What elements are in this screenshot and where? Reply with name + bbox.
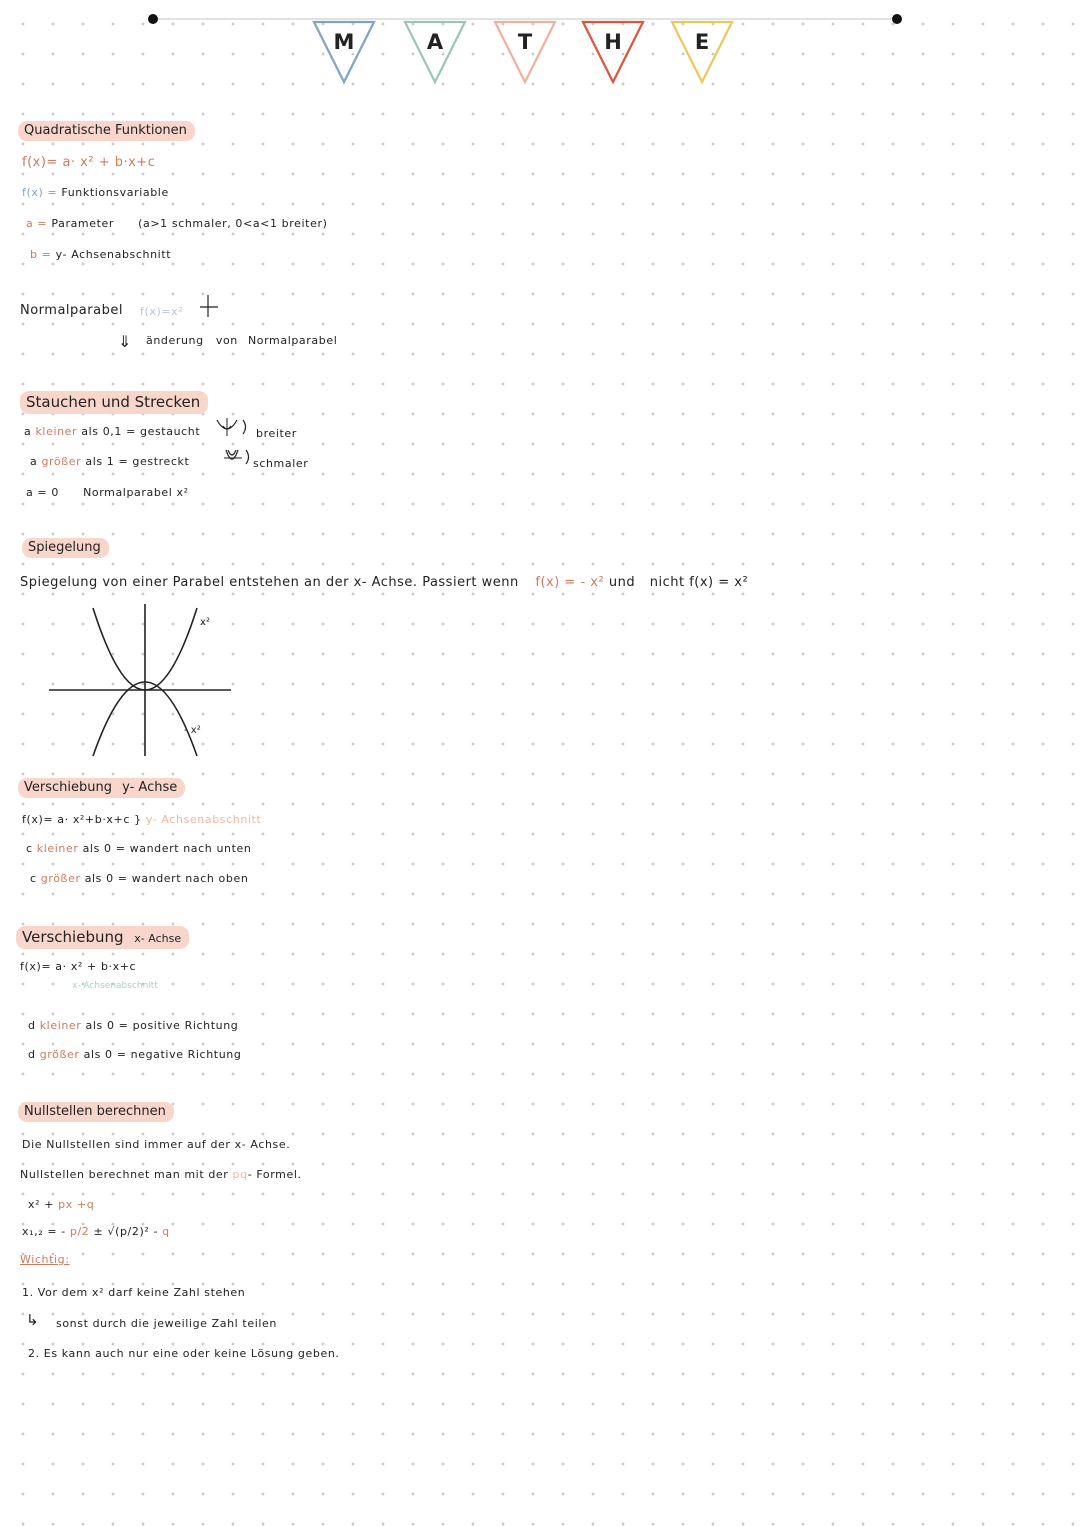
section-title-stretch: Stauchen und Strecken bbox=[20, 391, 208, 414]
zeros-line-2: Nullstellen berechnet man mit der pq- Formel. bbox=[20, 1168, 302, 1181]
important-note-1: 1. Vor dem x² darf keine Zahl stehen bbox=[22, 1286, 246, 1299]
banner-letter-e: E bbox=[694, 30, 710, 54]
stretch-rule-2: a größer als 1 = gestreckt bbox=[30, 455, 190, 468]
stretch-side-wider: breiter bbox=[256, 427, 297, 440]
shift-x-rule-2: d größer als 0 = negative Richtung bbox=[28, 1048, 242, 1061]
shift-x-rule-1: d kleiner als 0 = positive Richtung bbox=[28, 1019, 239, 1032]
pq-normal-form: x² + px +q bbox=[28, 1198, 95, 1211]
label-x-squared: x² bbox=[200, 617, 210, 628]
stretch-side-narrower: schmaler bbox=[253, 457, 309, 470]
def-fx: f(x) = Funktionsvariable bbox=[22, 186, 169, 199]
stretch-rule-3: a = 0 Normalparabel x² bbox=[26, 486, 189, 499]
general-formula: f(x)= a· x² + b·x+c bbox=[22, 155, 156, 170]
banner-letter-m: M bbox=[333, 30, 355, 54]
change-from-normal: änderung von Normalparabel bbox=[146, 334, 338, 347]
normal-parabola-formula: f(x)=x² bbox=[140, 305, 184, 318]
wide-parabola-icon bbox=[215, 416, 255, 438]
shift-x-formula: f(x)= a· x² + b·x+c bbox=[20, 960, 137, 973]
mini-axis-icon bbox=[196, 293, 220, 319]
shift-x-note: x- Achsenabschnitt bbox=[72, 981, 158, 991]
section-title-zeros: Nullstellen berechnen bbox=[18, 1102, 174, 1122]
important-label: Wichtig: bbox=[20, 1253, 70, 1266]
important-note-1b: sonst durch die jeweilige Zahl teilen bbox=[56, 1317, 277, 1330]
section-title-mirror: Spiegelung bbox=[22, 538, 109, 558]
banner-letter-a: A bbox=[426, 30, 444, 54]
down-arrow-icon: ⇓ bbox=[118, 332, 132, 351]
banner-letter-h: H bbox=[604, 30, 622, 54]
section-title-shift-y: Verschiebung y- Achse bbox=[18, 778, 185, 798]
normal-parabola-label: Normalparabel bbox=[20, 303, 123, 318]
def-b: b = y- Achsenabschnitt bbox=[30, 248, 172, 261]
mirror-text: Spiegelung von einer Parabel entstehen an der x- Achse. Passiert wenn f(x) = - x² und nicht f(x) = x² bbox=[20, 575, 749, 590]
banner-letter-t: T bbox=[517, 30, 533, 54]
pq-formula: x₁,₂ = - p/2 ± √(p/2)² - q bbox=[22, 1225, 170, 1238]
section-title-quadratic: Quadratische Funktionen bbox=[18, 121, 195, 141]
stretch-rule-1: a kleiner als 0,1 = gestaucht bbox=[24, 425, 201, 438]
narrow-parabola-icon bbox=[222, 446, 256, 468]
arrow-return-icon: ↳ bbox=[26, 1311, 39, 1329]
shift-y-formula: f(x)= a· x²+b·x+c } y- Achsenabschnitt bbox=[22, 813, 262, 826]
shift-y-rule-1: c kleiner als 0 = wandert nach unten bbox=[26, 842, 252, 855]
zeros-line-1: Die Nullstellen sind immer auf der x- Achse. bbox=[22, 1138, 291, 1151]
banner-pin-left bbox=[148, 14, 158, 24]
important-note-2: 2. Es kann auch nur eine oder keine Lösung geben. bbox=[28, 1347, 340, 1360]
banner-pin-right bbox=[892, 14, 902, 24]
label-neg-x-squared: - x² bbox=[184, 725, 201, 736]
shift-y-rule-2: c größer als 0 = wandert nach oben bbox=[30, 872, 249, 885]
def-a: a = Parameter (a>1 schmaler, 0<a<1 breiter) bbox=[26, 217, 328, 230]
section-title-shift-x: Verschiebung x- Achse bbox=[16, 926, 189, 949]
